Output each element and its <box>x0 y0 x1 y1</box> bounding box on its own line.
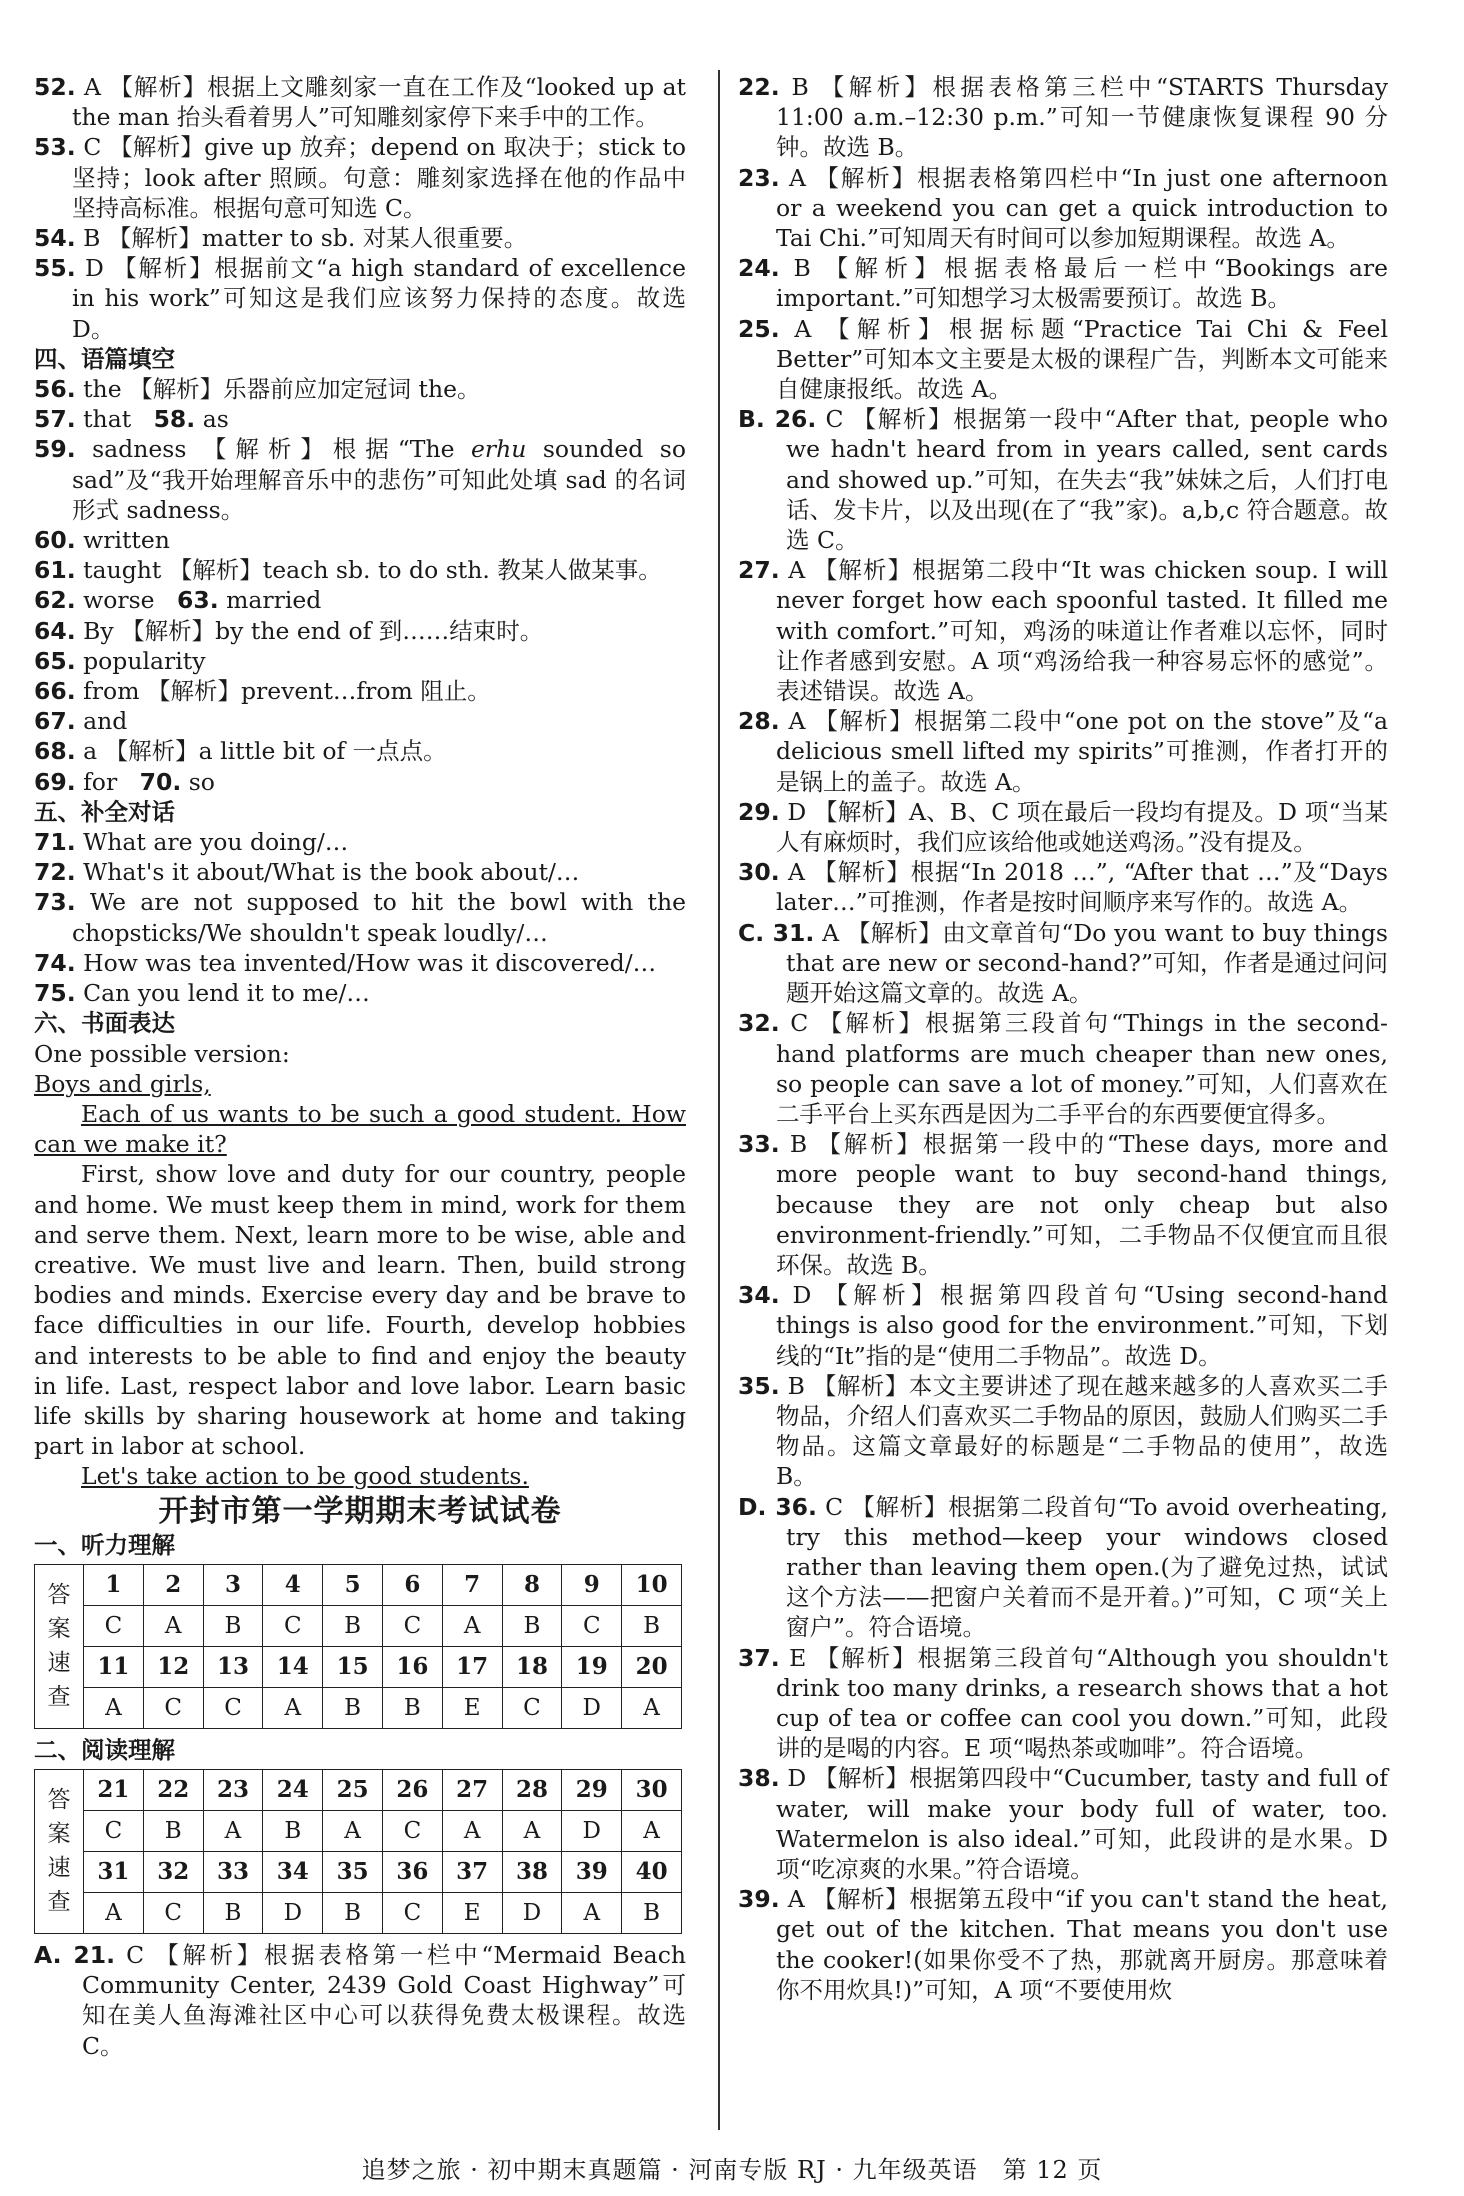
question-number: 18 <box>502 1646 562 1687</box>
answer-cell: A <box>84 1892 144 1933</box>
answer-33: 33. B 【解析】根据第一段中的“These days, more and more people want to buy second-hand things, because they are not only cheap but also environment-friendly.”可知，二手物品不仅便宜而且很环保。故选 B。 <box>738 1130 1388 1279</box>
question-number: 29 <box>562 1769 622 1810</box>
answer-cell: C <box>143 1687 203 1728</box>
answer-52: 52. A 【解析】根据上文雕刻家一直在工作及“looked up at the man 抬头看着男人”可知雕刻家停下来手中的工作。 <box>34 73 686 132</box>
answer-cell: C <box>382 1810 442 1851</box>
answer-23: 23. A 【解析】根据表格第四栏中“In just one afternoon or a weekend you can get a quick introduction to Tai Chi.”可知周天有时间可以参加短期课程。故选 A。 <box>738 163 1388 253</box>
answer-cell: A <box>84 1687 144 1728</box>
answer-21: A. 21. C 【解析】根据表格第一栏中“Mermaid Beach Community Center, 2439 Gold Coast Highway”可知在美人鱼海滩社区中心可以获得免费太极课程。故选 C。 <box>34 1940 686 2060</box>
question-number: 19 <box>562 1646 622 1687</box>
answer-cell: D <box>562 1810 622 1851</box>
answer-cell: C <box>502 1687 562 1728</box>
essay-paragraph-2: First, show love and duty for our country, people and home. We must keep them in mind, work for them and serve them. Next, learn more to be wise, able and creative. We must live and learn. Then, build strong bodies and minds. Exercise every day and be brave to face difficulties in our life. Fourth, develop hobbies and interests to be able to find and enjoy the beauty in life. Last, respect labor and love labor. Learn basic life skills by sharing housework at home and taking part in labor at school. <box>34 1160 686 1461</box>
essay-intro: One possible version: <box>34 1039 290 1068</box>
listening-answer-table <box>34 1564 682 1729</box>
answer-62-63: 62. worse 63. married <box>34 586 322 615</box>
question-number: 23 <box>203 1769 263 1810</box>
table-row <box>35 1769 682 1810</box>
answer-cell: B <box>143 1810 203 1851</box>
question-number: 8 <box>502 1564 562 1605</box>
answer-53: 53. C 【解析】give up 放弃；depend on 取决于；stick to 坚持；look after 照顾。句意：雕刻家选择在他的作品中坚持高标准。根据句意可知选 C。 <box>34 133 687 222</box>
question-number: 35 <box>323 1851 383 1892</box>
answer-32: 32. C 【解析】根据第三段首句“Things in the second-hand platforms are much cheaper than new ones, so people can save a lot of money.”可知，人们喜欢在二手平台上买东西是因为二手平台的东西要便宜得多。 <box>738 1009 1388 1128</box>
question-number: 38 <box>502 1851 562 1892</box>
answer-cell: D <box>562 1687 622 1728</box>
question-number: 14 <box>263 1646 323 1687</box>
answer-cell: A <box>562 1892 622 1933</box>
answer-cell: B <box>323 1687 383 1728</box>
answer-59: 59. sadness 【解析】根据“The erhu sounded so sad”及“我开始理解音乐中的悲伤”可知此处填 sad 的名词形式 sadness。 <box>34 435 687 524</box>
answer-cell: C <box>263 1605 323 1646</box>
question-number: 33 <box>203 1851 263 1892</box>
answer-67: 67. and <box>34 707 128 736</box>
table-row <box>35 1810 682 1851</box>
answer-cell: C <box>203 1687 263 1728</box>
answer-71: 71. What are you doing/… <box>34 828 349 857</box>
question-number: 5 <box>323 1564 383 1605</box>
answer-cell: A <box>323 1810 383 1851</box>
answer-cell: A <box>143 1605 203 1646</box>
answer-cell: B <box>203 1892 263 1933</box>
answer-cell: C <box>84 1810 144 1851</box>
question-number: 34 <box>263 1851 323 1892</box>
answer-34: 34. D 【解析】根据第四段首句“Using second-hand things is also good for the environment.”可知，下划线的“It”指的是“使用二手物品”。故选 D。 <box>738 1281 1389 1370</box>
answer-73: 73. We are not supposed to hit the bowl with the chopsticks/We shouldn't speak loudly/… <box>34 888 686 947</box>
question-number: 20 <box>622 1646 682 1687</box>
column-divider <box>718 70 720 2130</box>
question-number: 26 <box>382 1769 442 1810</box>
section-heading-listening: 一、听力理解 <box>34 1530 175 1559</box>
essay-paragraph-3: Let's take action to be good students. <box>81 1462 529 1491</box>
answer-24: 24. B 【解析】根据表格最后一栏中“Bookings are important.”可知想学习太极需要预订。故选 B。 <box>738 254 1388 313</box>
section-heading-reading: 二、阅读理解 <box>34 1735 175 1764</box>
answer-29: 29. D 【解析】A、B、C 项在最后一段均有提及。D 项“当某人有麻烦时，我们应该给他或她送鸡汤。”没有提及。 <box>738 797 1389 857</box>
answer-cell: B <box>323 1605 383 1646</box>
essay-greeting: Boys and girls, <box>34 1069 211 1098</box>
answer-56: 56. the 【解析】乐器前应加定冠词 the。 <box>34 375 481 404</box>
question-number: 17 <box>442 1646 502 1687</box>
question-number: 16 <box>382 1646 442 1687</box>
question-number: 39 <box>562 1851 622 1892</box>
answer-57-58: 57. that 58. as <box>34 405 229 434</box>
question-number: 9 <box>562 1564 622 1605</box>
answer-cell: A <box>502 1810 562 1851</box>
answer-cell: C <box>562 1605 622 1646</box>
answer-cell: A <box>622 1810 682 1851</box>
question-number: 1 <box>84 1564 144 1605</box>
answer-cell: C <box>143 1892 203 1933</box>
answer-64: 64. By 【解析】by the end of 到……结束时。 <box>34 616 544 645</box>
answer-key-label: 答 案 速 查 <box>35 1769 84 1933</box>
question-number: 22 <box>143 1769 203 1810</box>
table-row <box>35 1892 682 1933</box>
answer-cell: A <box>263 1687 323 1728</box>
question-number: 3 <box>203 1564 263 1605</box>
question-number: 13 <box>203 1646 263 1687</box>
left-column <box>34 72 686 2061</box>
question-number: 24 <box>263 1769 323 1810</box>
answer-cell: D <box>263 1892 323 1933</box>
question-number: 2 <box>143 1564 203 1605</box>
answer-66: 66. from 【解析】prevent…from 阻止。 <box>34 677 491 706</box>
answer-22: 22. B 【解析】根据表格第三栏中“STARTS Thursday 11:00 a.m.–12:30 p.m.”可知一节健康恢复课程 90 分钟。故选 B。 <box>738 73 1388 162</box>
answer-cell: A <box>203 1810 263 1851</box>
answer-65: 65. popularity <box>34 646 206 675</box>
answer-cell: A <box>622 1687 682 1728</box>
table-row <box>35 1687 682 1728</box>
answer-cell: A <box>442 1605 502 1646</box>
table-row <box>35 1564 682 1605</box>
section-heading-5: 五、补全对话 <box>34 797 175 826</box>
question-number: 6 <box>382 1564 442 1605</box>
answer-37: 37. E 【解析】根据第三段首句“Although you shouldn't drink too many drinks, a research shows that a hot cup of tea or coffee can cool you down.”可知，此段讲的是喝的内容。E 项“喝热茶或咖啡”。符合语境。 <box>738 1643 1388 1763</box>
right-column <box>738 72 1388 2005</box>
answer-cell: C <box>84 1605 144 1646</box>
answer-cell: B <box>323 1892 383 1933</box>
answer-cell: B <box>263 1810 323 1851</box>
table-row <box>35 1646 682 1687</box>
answer-cell: B <box>622 1892 682 1933</box>
question-number: 7 <box>442 1564 502 1605</box>
page-footer: 追梦之旅 · 初中期末真题篇 · 河南专版 RJ · 九年级英语 第 12 页 <box>361 2156 1103 2184</box>
question-number: 27 <box>442 1769 502 1810</box>
answer-cell: C <box>382 1605 442 1646</box>
answer-61: 61. taught 【解析】teach sb. to do sth. 教某人做某事。 <box>34 556 662 585</box>
answer-74: 74. How was tea invented/How was it discovered/… <box>34 948 657 977</box>
section-heading-6: 六、书面表达 <box>34 1009 175 1038</box>
answer-26: B. 26. C 【解析】根据第一段中“After that, people who we hadn't heard from in years called, sent cards and showed up.”可知，在失去“我”妹妹之后，人们打电话、发卡片，以及出现(在了“我”家)。a,b,c 符合题意。故选 C。 <box>738 405 1389 555</box>
answer-cell: E <box>442 1892 502 1933</box>
answer-31: C. 31. A 【解析】由文章首句“Do you want to buy things that are new or second-hand?”可知，作者是通过问问题开始这篇文章的。故选 A。 <box>738 918 1388 1008</box>
question-number: 25 <box>323 1769 383 1810</box>
answer-25: 25. A 【解析】根据标题“Practice Tai Chi & Feel Better”可知本文主要是太极的课程广告，判断本文可能来自健康报纸。故选 A。 <box>738 314 1388 404</box>
answer-60: 60. written <box>34 526 170 555</box>
answer-cell: B <box>622 1605 682 1646</box>
answer-cell: C <box>382 1892 442 1933</box>
answer-28: 28. A 【解析】根据第二段中“one pot on the stove”及“a delicious smell lifted my spirits”可推测，作者打开的是锅上的盖子。故选 A。 <box>738 707 1388 796</box>
exam-title: 开封市第一学期期末考试试卷 <box>158 1493 562 1529</box>
question-number: 31 <box>84 1851 144 1892</box>
question-number: 30 <box>622 1769 682 1810</box>
answer-cell: B <box>502 1605 562 1646</box>
answer-cell: D <box>502 1892 562 1933</box>
reading-answer-table <box>34 1769 682 1934</box>
section-heading-4: 四、语篇填空 <box>34 344 175 373</box>
answer-69-70: 69. for 70. so <box>34 767 215 796</box>
answer-38: 38. D 【解析】根据第四段中“Cucumber, tasty and full of water, will make your body full of water, too. Watermelon is also ideal.”可知，此段讲的是水果。D 项“吃凉爽的水果。”符合语境。 <box>738 1764 1389 1883</box>
essay-paragraph-1: Each of us wants to be such a good student. How can we make it? <box>34 1099 686 1159</box>
answer-key-label: 答 案 速 查 <box>35 1564 84 1728</box>
question-number: 10 <box>622 1564 682 1605</box>
table-row <box>35 1605 682 1646</box>
answer-cell: B <box>382 1687 442 1728</box>
table-row <box>35 1851 682 1892</box>
answer-cell: B <box>203 1605 263 1646</box>
question-number: 21 <box>84 1769 144 1810</box>
question-number: 40 <box>622 1851 682 1892</box>
answer-55: 55. D 【解析】根据前文“a high standard of excellence in his work”可知这是我们应该努力保持的态度。故选 D。 <box>34 254 687 343</box>
answer-30: 30. A 【解析】根据“In 2018 …”, “After that …”及“Days later…”可推测，作者是按时间顺序来写作的。故选 A。 <box>738 858 1388 917</box>
question-number: 36 <box>382 1851 442 1892</box>
question-number: 4 <box>263 1564 323 1605</box>
answer-54: 54. B 【解析】matter to sb. 对某人很重要。 <box>34 224 528 253</box>
question-number: 15 <box>323 1646 383 1687</box>
answer-75: 75. Can you lend it to me/… <box>34 979 370 1008</box>
question-number: 37 <box>442 1851 502 1892</box>
answer-cell: A <box>442 1810 502 1851</box>
answer-27: 27. A 【解析】根据第二段中“It was chicken soup. I will never forget how each spoonful tasted. It filled me with comfort.”可知，鸡汤的味道让作者难以忘怀，同时让作者感到安慰。A 项“鸡汤给我一种容易忘怀的感觉”。表述错误。故选 A。 <box>738 556 1388 706</box>
answer-68: 68. a 【解析】a little bit of 一点点。 <box>34 737 447 766</box>
answer-cell: E <box>442 1687 502 1728</box>
question-number: 32 <box>143 1851 203 1892</box>
answer-36: D. 36. C 【解析】根据第二段首句“To avoid overheating, try this method—keep your windows closed rather than leaving them open.(为了避免过热，试试这个方法——把窗户关着而不是开着。)”可知，C 项“关上窗户”。符合语境。 <box>738 1492 1389 1642</box>
answer-35: 35. B 【解析】本文主要讲述了现在越来越多的人喜欢买二手物品，介绍人们喜欢买二手物品的原因，鼓励人们购买二手物品。这篇文章最好的标题是“二手物品的使用”，故选 B。 <box>738 1371 1388 1491</box>
answer-72: 72. What's it about/What is the book about/… <box>34 858 580 887</box>
question-number: 11 <box>84 1646 144 1687</box>
question-number: 12 <box>143 1646 203 1687</box>
question-number: 28 <box>502 1769 562 1810</box>
answer-39: 39. A 【解析】根据第五段中“if you can't stand the heat, get out of the kitchen. That means you don't use the cooker!(如果你受不了热，那就离开厨房。那意味着你不用炊具!)”可知，A 项“不要使用炊 <box>738 1885 1388 2004</box>
